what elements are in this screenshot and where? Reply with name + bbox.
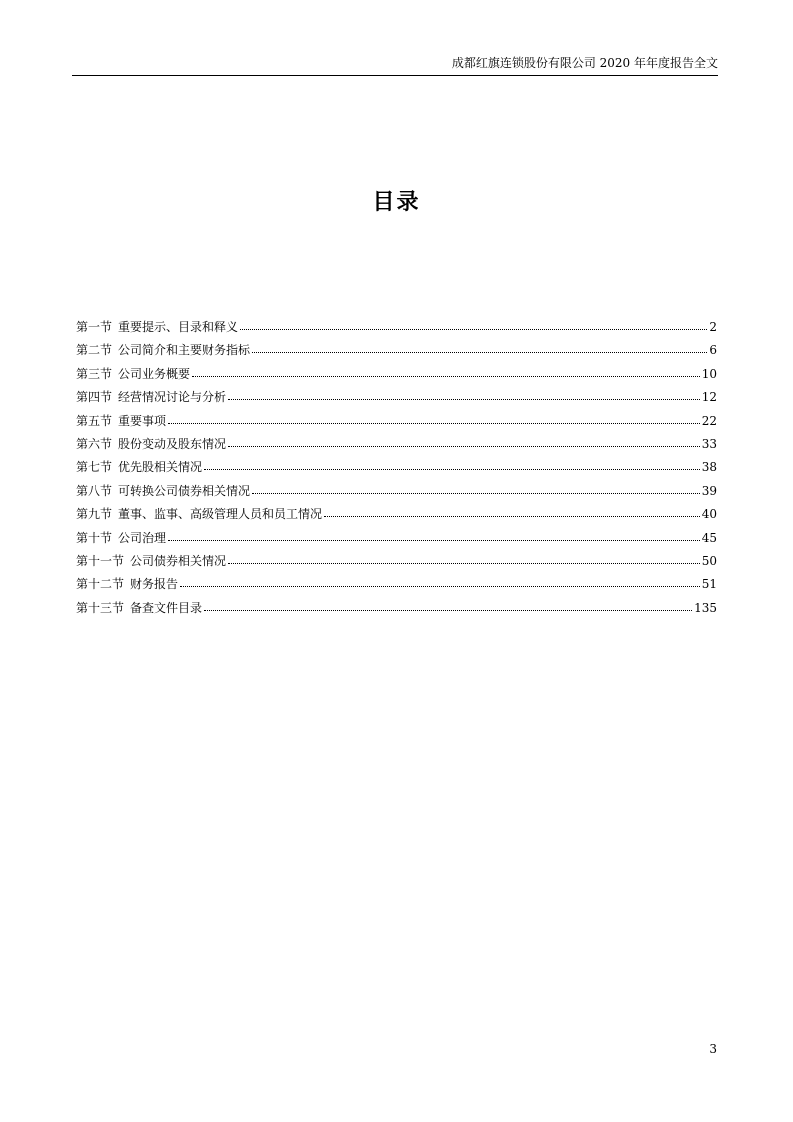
- toc-section-title: 公司业务概要: [118, 366, 191, 381]
- toc-section-number: 第六节: [76, 436, 113, 451]
- toc-leader-dots: [204, 599, 692, 611]
- toc-section-title: 财务报告: [130, 577, 179, 592]
- toc-page-number: 51: [701, 577, 717, 592]
- toc-section-title: 可转换公司债券相关情况: [118, 483, 251, 498]
- toc-section-title: 股份变动及股东情况: [118, 436, 227, 451]
- toc-page-number: 10: [701, 366, 717, 381]
- toc-section-number: 第十三节: [76, 600, 125, 615]
- toc-section-title: 公司简介和主要财务指标: [118, 343, 251, 358]
- toc-leader-dots: [228, 435, 700, 447]
- toc-section-number: 第八节: [76, 483, 113, 498]
- toc-section-number: 第九节: [76, 507, 113, 522]
- toc-section-title: 董事、监事、高级管理人员和员工情况: [118, 507, 323, 522]
- toc-page-number: 22: [701, 413, 717, 428]
- toc-page-number: 135: [694, 600, 717, 615]
- toc-entry[interactable]: [76, 506, 717, 529]
- header-text: 成都红旗连锁股份有限公司 2020 年年度报告全文: [451, 56, 718, 70]
- toc-leader-dots: [324, 505, 700, 517]
- toc-page-number: 39: [701, 483, 717, 498]
- toc-page-number: 2: [709, 320, 717, 334]
- toc-leader-dots: [228, 388, 700, 400]
- page-number: 3: [709, 1042, 717, 1056]
- toc-entry[interactable]: [76, 319, 717, 342]
- toc-section-number: 第十一节: [76, 553, 125, 568]
- toc-leader-dots: [192, 365, 700, 377]
- toc-section-number: 第一节: [76, 320, 113, 334]
- toc-page-number: 40: [701, 507, 717, 522]
- toc-title: 目录: [372, 190, 421, 215]
- toc-section-number: 第十节: [76, 530, 113, 545]
- toc-entry[interactable]: [76, 342, 717, 365]
- toc-entry[interactable]: [76, 483, 717, 506]
- toc-section-number: 第五节: [76, 413, 113, 428]
- toc-leader-dots: [252, 482, 700, 494]
- toc-section-title: 公司治理: [118, 530, 167, 545]
- toc-page-number: 12: [701, 390, 717, 405]
- toc-leader-dots: [204, 458, 700, 470]
- toc-section-number: 第十二节: [76, 577, 125, 592]
- toc-section-title: 公司债券相关情况: [130, 553, 227, 568]
- toc-leader-dots: [240, 318, 707, 330]
- toc-page-number: 50: [701, 553, 717, 568]
- toc-page-number: 33: [701, 436, 717, 451]
- toc-page-number: 45: [701, 530, 717, 545]
- toc-leader-dots: [168, 529, 700, 541]
- toc-entry[interactable]: [76, 366, 717, 389]
- toc-section-title: 优先股相关情况: [118, 460, 203, 475]
- toc-section-number: 第三节: [76, 366, 113, 381]
- table-of-contents: [76, 319, 717, 623]
- toc-section-number: 第七节: [76, 460, 113, 475]
- toc-section-title: 备查文件目录: [130, 600, 203, 615]
- toc-entry[interactable]: [76, 436, 717, 459]
- toc-section-title: 经营情况讨论与分析: [118, 390, 227, 405]
- toc-section-title: 重要提示、目录和释义: [118, 320, 239, 334]
- toc-entry[interactable]: [76, 413, 717, 436]
- toc-entry[interactable]: [76, 530, 717, 553]
- toc-section-number: 第四节: [76, 390, 113, 405]
- page-header: [72, 56, 718, 76]
- toc-leader-dots: [180, 575, 700, 587]
- toc-page-number: 6: [709, 343, 717, 358]
- toc-entry[interactable]: [76, 553, 717, 576]
- toc-section-number: 第二节: [76, 343, 113, 358]
- toc-leader-dots: [168, 412, 700, 424]
- toc-section-title: 重要事项: [118, 413, 167, 428]
- toc-entry[interactable]: [76, 576, 717, 599]
- toc-leader-dots: [252, 341, 707, 353]
- toc-entry[interactable]: [76, 389, 717, 412]
- toc-entry[interactable]: [76, 459, 717, 482]
- toc-page-number: 38: [701, 460, 717, 475]
- toc-entry[interactable]: [76, 600, 717, 623]
- toc-leader-dots: [228, 552, 700, 564]
